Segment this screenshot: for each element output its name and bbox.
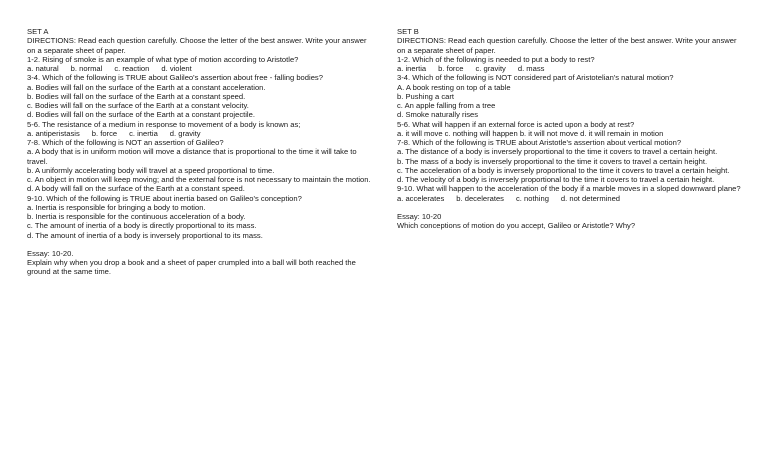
option: d. not determined — [560, 193, 621, 203]
set-b-question-1: 1-2. Which of the following is needed to put a body to rest? — [397, 54, 595, 64]
option: c. The amount of inertia of a body is directly proportional to its mass. — [27, 221, 257, 231]
option: b. The mass of a body is inversely proportional to the time it covers to travel a certain height. — [397, 156, 708, 166]
option: b. Inertia is responsible for the continuous acceleration of a body. — [27, 212, 246, 221]
option: d. Bodies will fall on the surface of the Earth at a constant projectile. — [27, 110, 255, 120]
option: c. The acceleration of a body is inversely proportional to the time it covers to travel a certain height. — [397, 165, 730, 175]
set-a-directions: DIRECTIONS: Read each question carefully. Choose the letter of the best answer. Write your answer on a separate sheet of paper. — [27, 36, 367, 55]
set-b-essay-title: Essay: 10-20 — [397, 211, 442, 221]
set-b-title: SET B — [397, 27, 419, 36]
option: b. force — [438, 64, 464, 73]
set-b-question-9-options — [397, 194, 745, 203]
option: b. decelerates — [456, 193, 504, 203]
option: b. A uniformly accelerating body will travel at a speed proportional to time. — [27, 165, 275, 175]
set-b-question-3: 3-4. Which of the following is NOT considered part of Aristotelian's natural motion? — [397, 73, 674, 83]
option: c. reaction — [114, 64, 150, 73]
set-b-question-1-options — [397, 64, 745, 73]
option: a. The distance of a body is inversely proportional to the time it covers to travel a certain height. — [397, 147, 718, 157]
option: d. A body will fall on the surface of the Earth at a constant speed. — [27, 184, 245, 194]
set-a-question-5: 5-6. The resistance of a medium in response to movement of a body is known as; — [27, 119, 301, 129]
option: b. Pushing a cart — [397, 91, 454, 101]
set-a-question-1: 1-2. Rising of smoke is an example of what type of motion according to Aristotle? — [27, 54, 299, 64]
set-a-question-9: 9-10. Which of the following is TRUE about inertia based on Galileo's conception? — [27, 193, 302, 203]
option: a. antiperistasis — [27, 128, 80, 138]
set-b-question-7: 7-8. Which of the following is TRUE about Aristotle's assertion about vertical motion? — [397, 138, 682, 147]
set-a-title: SET A — [27, 27, 49, 36]
set-b-essay-text: Which conceptions of motion do you accept, Galileo or Aristotle? Why? — [397, 221, 636, 230]
option: a. natural — [27, 64, 59, 73]
set-b-question-5: 5-6. What will happen if an external force is acted upon a body at rest? — [397, 119, 635, 129]
option: a. inertia — [397, 64, 427, 73]
set-a-column — [27, 27, 377, 277]
option: b. normal — [70, 64, 103, 73]
option: A. A book resting on top of a table — [397, 82, 511, 92]
set-a-essay-title: Essay: 10-20. — [27, 248, 74, 258]
set-a-question-5-options — [27, 129, 377, 138]
option: a. Inertia is responsible for bringing a body to motion. — [27, 202, 206, 212]
set-b-column — [397, 27, 745, 230]
option: d. violent — [161, 64, 192, 73]
option: d. Smoke naturally rises — [397, 110, 479, 120]
option: c. An apple falling from a tree — [397, 101, 496, 110]
option: d. mass — [517, 64, 545, 73]
option: c. Bodies will fall on the surface of the Earth at a constant velocity. — [27, 101, 249, 110]
set-b-question-5-options: a. it will move c. nothing will happen b. it will not move d. it will remain in motion — [397, 128, 664, 138]
option: c. nothing — [515, 193, 549, 203]
set-a-question-7: 7-8. Which of the following is NOT an assertion of Galileo? — [27, 138, 224, 147]
option: b. Bodies will fall on the surface of the Earth at a constant speed. — [27, 91, 246, 101]
set-a-essay-text: Explain why when you drop a book and a sheet of paper crumpled into a ball will both reached the ground at the same time. — [27, 258, 356, 277]
option: a. A body that is in uniform motion will move a distance that is proportional to the time it will take to travel. — [27, 147, 357, 166]
option: d. The velocity of a body is inversely proportional to the time it covers to travel a certain height. — [397, 175, 715, 184]
option: a. accelerates — [397, 193, 445, 203]
set-a-question-1-options — [27, 64, 377, 73]
option: c. An object in motion will keep moving; and the external force is not necessary to maintain the motion. — [27, 175, 371, 184]
option: a. Bodies will fall on the surface of the Earth at a constant acceleration. — [27, 82, 266, 92]
option: b. force — [91, 128, 118, 138]
option: d. gravity — [169, 128, 201, 138]
option: c. inertia — [129, 128, 158, 138]
option: c. gravity — [475, 64, 506, 73]
set-b-question-9: 9-10. What will happen to the acceleration of the body if a marble moves in a sloped downward plane? — [397, 184, 741, 194]
set-b-directions: DIRECTIONS: Read each question carefully. Choose the letter of the best answer. Write your answer on a separate sheet of paper. — [397, 36, 737, 55]
option: d. The amount of inertia of a body is inversely proportional to its mass. — [27, 230, 263, 240]
set-a-question-3: 3-4. Which of the following is TRUE about Galileo's assertion about free - falling bodies? — [27, 73, 323, 83]
